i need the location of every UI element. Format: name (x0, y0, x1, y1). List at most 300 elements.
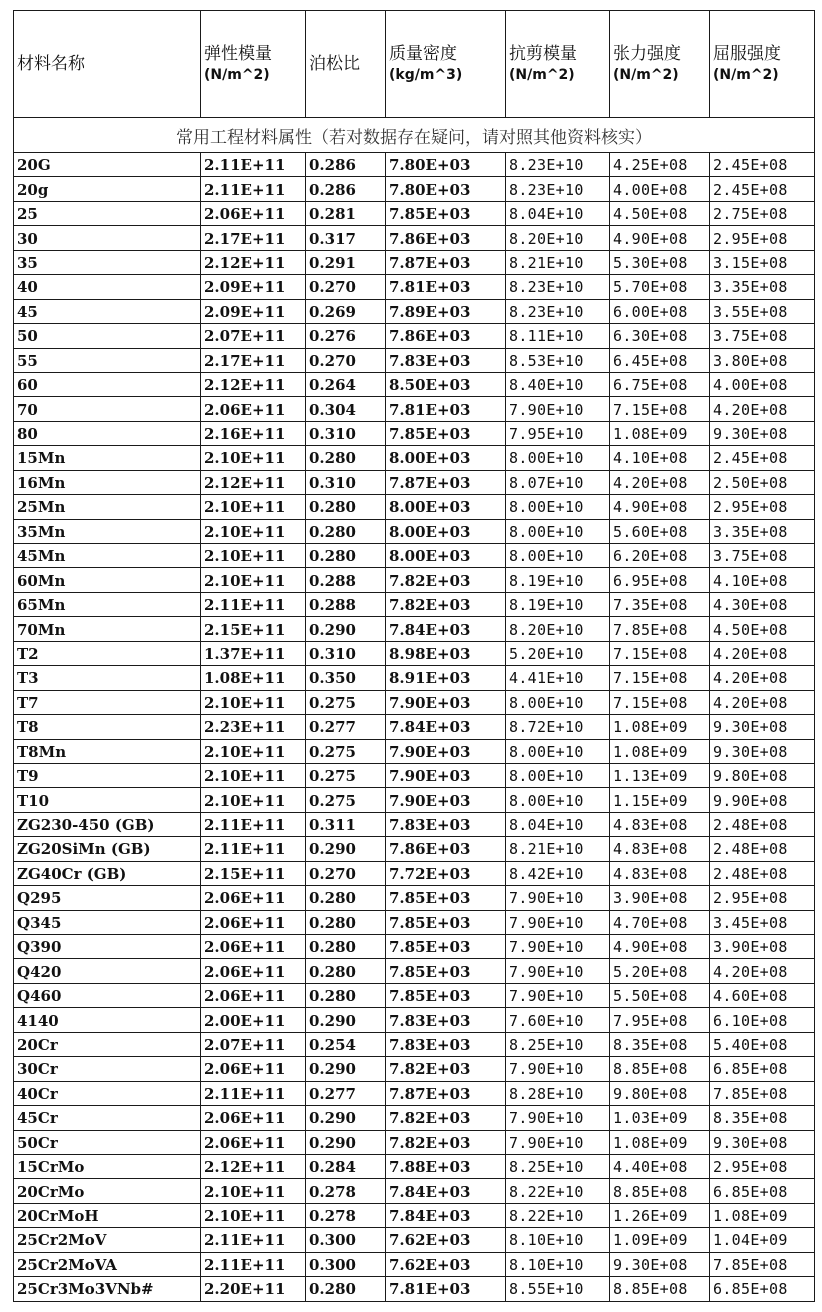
cell-elastic-modulus: 2.11E+11 (201, 1228, 306, 1252)
cell-tensile-strength: 4.10E+08 (610, 446, 710, 470)
cell-material-name: 20G (14, 153, 201, 177)
cell-yield-strength: 3.35E+08 (710, 519, 815, 543)
cell-yield-strength: 3.55E+08 (710, 299, 815, 323)
table-row (14, 568, 815, 592)
table-row (14, 1203, 815, 1227)
cell-material-name: 60 (14, 372, 201, 396)
cell-tensile-strength: 4.83E+08 (610, 812, 710, 836)
table-row (14, 1154, 815, 1178)
cell-elastic-modulus: 2.10E+11 (201, 788, 306, 812)
cell-shear-modulus: 8.72E+10 (506, 715, 610, 739)
cell-material-name: 25Cr2MoVA (14, 1252, 201, 1276)
cell-poisson-ratio: 0.280 (306, 1277, 386, 1301)
cell-yield-strength: 4.20E+08 (710, 397, 815, 421)
table-row (14, 1032, 815, 1056)
table-row (14, 837, 815, 861)
cell-material-name: T7 (14, 690, 201, 714)
header-row (14, 11, 815, 118)
cell-mass-density: 7.62E+03 (386, 1252, 506, 1276)
cell-shear-modulus: 7.60E+10 (506, 1008, 610, 1032)
cell-tensile-strength: 1.15E+09 (610, 788, 710, 812)
header-label: 泊松比 (309, 54, 360, 74)
cell-shear-modulus: 7.90E+10 (506, 397, 610, 421)
header-unit: (N/m^2) (713, 67, 779, 83)
cell-tensile-strength: 6.95E+08 (610, 568, 710, 592)
cell-elastic-modulus: 2.06E+11 (201, 1057, 306, 1081)
cell-tensile-strength: 6.00E+08 (610, 299, 710, 323)
cell-material-name: Q460 (14, 983, 201, 1007)
cell-tensile-strength: 7.95E+08 (610, 1008, 710, 1032)
cell-yield-strength: 9.80E+08 (710, 763, 815, 787)
cell-poisson-ratio: 0.286 (306, 153, 386, 177)
cell-poisson-ratio: 0.254 (306, 1032, 386, 1056)
cell-shear-modulus: 7.95E+10 (506, 421, 610, 445)
cell-yield-strength: 2.50E+08 (710, 470, 815, 494)
cell-poisson-ratio: 0.290 (306, 1130, 386, 1154)
cell-poisson-ratio: 0.270 (306, 348, 386, 372)
cell-elastic-modulus: 2.11E+11 (201, 1081, 306, 1105)
cell-mass-density: 8.50E+03 (386, 372, 506, 396)
cell-mass-density: 7.83E+03 (386, 1008, 506, 1032)
cell-mass-density: 7.86E+03 (386, 226, 506, 250)
table-row (14, 153, 815, 177)
cell-mass-density: 7.81E+03 (386, 275, 506, 299)
cell-mass-density: 7.72E+03 (386, 861, 506, 885)
cell-elastic-modulus: 2.12E+11 (201, 250, 306, 274)
cell-mass-density: 7.62E+03 (386, 1228, 506, 1252)
cell-elastic-modulus: 2.10E+11 (201, 1179, 306, 1203)
header-unit: (N/m^2) (204, 67, 270, 83)
cell-tensile-strength: 5.70E+08 (610, 275, 710, 299)
cell-shear-modulus: 8.21E+10 (506, 837, 610, 861)
cell-shear-modulus: 8.53E+10 (506, 348, 610, 372)
cell-material-name: 45Cr (14, 1106, 201, 1130)
cell-tensile-strength: 3.90E+08 (610, 886, 710, 910)
cell-poisson-ratio: 0.269 (306, 299, 386, 323)
cell-tensile-strength: 4.90E+08 (610, 935, 710, 959)
cell-material-name: 40 (14, 275, 201, 299)
col-header-material-name (14, 11, 201, 118)
cell-mass-density: 7.84E+03 (386, 715, 506, 739)
cell-material-name: 35Mn (14, 519, 201, 543)
cell-mass-density: 8.00E+03 (386, 495, 506, 519)
note-row (14, 118, 815, 153)
cell-tensile-strength: 8.85E+08 (610, 1277, 710, 1301)
col-header-shear-modulus (506, 11, 610, 118)
cell-tensile-strength: 4.90E+08 (610, 226, 710, 250)
cell-mass-density: 7.84E+03 (386, 617, 506, 641)
cell-poisson-ratio: 0.311 (306, 812, 386, 836)
cell-yield-strength: 9.30E+08 (710, 715, 815, 739)
cell-shear-modulus: 8.00E+10 (506, 690, 610, 714)
cell-elastic-modulus: 2.10E+11 (201, 763, 306, 787)
cell-mass-density: 8.00E+03 (386, 446, 506, 470)
cell-yield-strength: 4.20E+08 (710, 666, 815, 690)
cell-material-name: ZG40Cr (GB) (14, 861, 201, 885)
cell-yield-strength: 1.04E+09 (710, 1228, 815, 1252)
cell-tensile-strength: 4.83E+08 (610, 861, 710, 885)
cell-tensile-strength: 7.35E+08 (610, 592, 710, 616)
cell-tensile-strength: 1.08E+09 (610, 715, 710, 739)
cell-poisson-ratio: 0.286 (306, 177, 386, 201)
cell-poisson-ratio: 0.275 (306, 788, 386, 812)
cell-mass-density: 7.88E+03 (386, 1154, 506, 1178)
table-row (14, 690, 815, 714)
cell-shear-modulus: 8.10E+10 (506, 1228, 610, 1252)
cell-yield-strength: 1.08E+09 (710, 1203, 815, 1227)
cell-mass-density: 7.86E+03 (386, 324, 506, 348)
cell-poisson-ratio: 0.290 (306, 837, 386, 861)
cell-shear-modulus: 8.20E+10 (506, 617, 610, 641)
cell-yield-strength: 2.45E+08 (710, 153, 815, 177)
cell-mass-density: 7.89E+03 (386, 299, 506, 323)
cell-yield-strength: 2.45E+08 (710, 446, 815, 470)
header-label: 材料名称 (17, 54, 85, 74)
cell-shear-modulus: 8.00E+10 (506, 495, 610, 519)
cell-mass-density: 8.98E+03 (386, 641, 506, 665)
cell-mass-density: 8.00E+03 (386, 519, 506, 543)
cell-material-name: 35 (14, 250, 201, 274)
cell-elastic-modulus: 2.06E+11 (201, 886, 306, 910)
cell-shear-modulus: 7.90E+10 (506, 983, 610, 1007)
cell-shear-modulus: 8.00E+10 (506, 544, 610, 568)
cell-elastic-modulus: 2.12E+11 (201, 470, 306, 494)
cell-material-name: 50Cr (14, 1130, 201, 1154)
cell-yield-strength: 4.20E+08 (710, 690, 815, 714)
cell-elastic-modulus: 2.17E+11 (201, 348, 306, 372)
cell-mass-density: 7.85E+03 (386, 886, 506, 910)
cell-shear-modulus: 8.23E+10 (506, 275, 610, 299)
cell-yield-strength: 7.85E+08 (710, 1252, 815, 1276)
cell-shear-modulus: 8.04E+10 (506, 201, 610, 225)
cell-elastic-modulus: 2.10E+11 (201, 495, 306, 519)
table-row (14, 226, 815, 250)
cell-yield-strength: 2.95E+08 (710, 1154, 815, 1178)
cell-mass-density: 7.87E+03 (386, 470, 506, 494)
cell-shear-modulus: 8.20E+10 (506, 226, 610, 250)
table-row (14, 348, 815, 372)
cell-poisson-ratio: 0.277 (306, 1081, 386, 1105)
cell-material-name: 25 (14, 201, 201, 225)
cell-tensile-strength: 4.70E+08 (610, 910, 710, 934)
cell-mass-density: 7.85E+03 (386, 421, 506, 445)
cell-tensile-strength: 1.03E+09 (610, 1106, 710, 1130)
cell-material-name: 80 (14, 421, 201, 445)
cell-poisson-ratio: 0.304 (306, 397, 386, 421)
cell-yield-strength: 4.20E+08 (710, 959, 815, 983)
cell-tensile-strength: 4.20E+08 (610, 470, 710, 494)
table-row (14, 544, 815, 568)
cell-material-name: ZG230-450 (GB) (14, 812, 201, 836)
cell-elastic-modulus: 2.16E+11 (201, 421, 306, 445)
cell-mass-density: 7.82E+03 (386, 568, 506, 592)
table-row (14, 812, 815, 836)
cell-elastic-modulus: 2.12E+11 (201, 1154, 306, 1178)
cell-yield-strength: 3.90E+08 (710, 935, 815, 959)
cell-material-name: 60Mn (14, 568, 201, 592)
cell-poisson-ratio: 0.280 (306, 959, 386, 983)
cell-material-name: 30Cr (14, 1057, 201, 1081)
cell-tensile-strength: 5.50E+08 (610, 983, 710, 1007)
cell-poisson-ratio: 0.290 (306, 1106, 386, 1130)
cell-tensile-strength: 6.30E+08 (610, 324, 710, 348)
cell-elastic-modulus: 2.11E+11 (201, 1252, 306, 1276)
cell-elastic-modulus: 2.11E+11 (201, 177, 306, 201)
cell-yield-strength: 6.85E+08 (710, 1179, 815, 1203)
table-row (14, 592, 815, 616)
cell-shear-modulus: 8.10E+10 (506, 1252, 610, 1276)
cell-mass-density: 7.83E+03 (386, 1032, 506, 1056)
cell-poisson-ratio: 0.275 (306, 739, 386, 763)
cell-shear-modulus: 8.23E+10 (506, 153, 610, 177)
table-row (14, 470, 815, 494)
cell-tensile-strength: 8.85E+08 (610, 1179, 710, 1203)
cell-mass-density: 7.90E+03 (386, 690, 506, 714)
cell-mass-density: 7.80E+03 (386, 153, 506, 177)
col-header-elastic-modulus (201, 11, 306, 118)
cell-shear-modulus: 7.90E+10 (506, 1106, 610, 1130)
cell-tensile-strength: 4.90E+08 (610, 495, 710, 519)
table-row (14, 910, 815, 934)
cell-yield-strength: 2.45E+08 (710, 177, 815, 201)
cell-yield-strength: 4.10E+08 (710, 568, 815, 592)
cell-material-name: Q390 (14, 935, 201, 959)
cell-poisson-ratio: 0.270 (306, 861, 386, 885)
cell-tensile-strength: 1.08E+09 (610, 421, 710, 445)
cell-tensile-strength: 5.20E+08 (610, 959, 710, 983)
cell-elastic-modulus: 2.10E+11 (201, 1203, 306, 1227)
cell-mass-density: 7.84E+03 (386, 1203, 506, 1227)
cell-elastic-modulus: 2.12E+11 (201, 372, 306, 396)
cell-elastic-modulus: 2.20E+11 (201, 1277, 306, 1301)
cell-poisson-ratio: 0.280 (306, 495, 386, 519)
table-row (14, 886, 815, 910)
cell-yield-strength: 3.45E+08 (710, 910, 815, 934)
cell-poisson-ratio: 0.290 (306, 1057, 386, 1081)
cell-elastic-modulus: 2.06E+11 (201, 397, 306, 421)
cell-mass-density: 7.82E+03 (386, 1106, 506, 1130)
cell-material-name: 15CrMo (14, 1154, 201, 1178)
cell-mass-density: 7.90E+03 (386, 763, 506, 787)
cell-yield-strength: 2.48E+08 (710, 812, 815, 836)
cell-mass-density: 7.90E+03 (386, 788, 506, 812)
cell-poisson-ratio: 0.280 (306, 519, 386, 543)
table-row (14, 983, 815, 1007)
cell-shear-modulus: 8.23E+10 (506, 177, 610, 201)
col-header-tensile-strength (610, 11, 710, 118)
table-row (14, 935, 815, 959)
cell-material-name: 40Cr (14, 1081, 201, 1105)
cell-tensile-strength: 4.83E+08 (610, 837, 710, 861)
cell-elastic-modulus: 1.37E+11 (201, 641, 306, 665)
table-row (14, 372, 815, 396)
cell-material-name: 50 (14, 324, 201, 348)
header-unit: (kg/m^3) (389, 67, 463, 83)
cell-mass-density: 7.80E+03 (386, 177, 506, 201)
cell-poisson-ratio: 0.350 (306, 666, 386, 690)
cell-material-name: 70Mn (14, 617, 201, 641)
cell-tensile-strength: 6.20E+08 (610, 544, 710, 568)
cell-yield-strength: 5.40E+08 (710, 1032, 815, 1056)
table-row (14, 739, 815, 763)
cell-yield-strength: 4.50E+08 (710, 617, 815, 641)
header-unit: (N/m^2) (509, 67, 575, 83)
cell-yield-strength: 2.95E+08 (710, 886, 815, 910)
cell-mass-density: 7.81E+03 (386, 1277, 506, 1301)
table-row (14, 788, 815, 812)
cell-tensile-strength: 6.75E+08 (610, 372, 710, 396)
cell-tensile-strength: 1.09E+09 (610, 1228, 710, 1252)
cell-material-name: 15Mn (14, 446, 201, 470)
cell-material-name: 30 (14, 226, 201, 250)
cell-mass-density: 7.82E+03 (386, 592, 506, 616)
cell-tensile-strength: 5.60E+08 (610, 519, 710, 543)
cell-shear-modulus: 8.23E+10 (506, 299, 610, 323)
cell-mass-density: 7.82E+03 (386, 1057, 506, 1081)
cell-yield-strength: 6.85E+08 (710, 1057, 815, 1081)
cell-poisson-ratio: 0.317 (306, 226, 386, 250)
cell-material-name: T2 (14, 641, 201, 665)
cell-elastic-modulus: 2.06E+11 (201, 935, 306, 959)
header-label: 屈服强度 (713, 44, 781, 64)
cell-shear-modulus: 8.00E+10 (506, 519, 610, 543)
cell-shear-modulus: 8.22E+10 (506, 1203, 610, 1227)
cell-elastic-modulus: 2.11E+11 (201, 837, 306, 861)
header-label: 抗剪模量 (509, 44, 577, 64)
cell-material-name: 45 (14, 299, 201, 323)
cell-elastic-modulus: 2.10E+11 (201, 544, 306, 568)
cell-shear-modulus: 7.90E+10 (506, 959, 610, 983)
cell-yield-strength: 7.85E+08 (710, 1081, 815, 1105)
cell-tensile-strength: 7.15E+08 (610, 690, 710, 714)
cell-tensile-strength: 4.25E+08 (610, 153, 710, 177)
cell-elastic-modulus: 2.06E+11 (201, 910, 306, 934)
cell-poisson-ratio: 0.277 (306, 715, 386, 739)
cell-mass-density: 7.87E+03 (386, 1081, 506, 1105)
cell-tensile-strength: 9.80E+08 (610, 1081, 710, 1105)
cell-material-name: 20CrMo (14, 1179, 201, 1203)
cell-poisson-ratio: 0.280 (306, 544, 386, 568)
cell-shear-modulus: 8.55E+10 (506, 1277, 610, 1301)
cell-material-name: 25Cr3Mo3VNb# (14, 1277, 201, 1301)
table-row (14, 299, 815, 323)
table-row (14, 666, 815, 690)
cell-tensile-strength: 5.30E+08 (610, 250, 710, 274)
cell-mass-density: 7.81E+03 (386, 397, 506, 421)
cell-tensile-strength: 7.85E+08 (610, 617, 710, 641)
cell-yield-strength: 4.00E+08 (710, 372, 815, 396)
cell-elastic-modulus: 2.15E+11 (201, 861, 306, 885)
cell-mass-density: 7.85E+03 (386, 201, 506, 225)
cell-poisson-ratio: 0.278 (306, 1179, 386, 1203)
cell-tensile-strength: 7.15E+08 (610, 666, 710, 690)
table-row (14, 617, 815, 641)
table-row (14, 177, 815, 201)
table-row (14, 1130, 815, 1154)
table-row (14, 715, 815, 739)
table-row (14, 1008, 815, 1032)
cell-yield-strength: 9.30E+08 (710, 1130, 815, 1154)
cell-yield-strength: 3.80E+08 (710, 348, 815, 372)
cell-poisson-ratio: 0.290 (306, 1008, 386, 1032)
header-label: 弹性模量 (204, 44, 272, 64)
cell-material-name: 20g (14, 177, 201, 201)
cell-shear-modulus: 7.90E+10 (506, 935, 610, 959)
cell-tensile-strength: 1.13E+09 (610, 763, 710, 787)
table-row (14, 1057, 815, 1081)
cell-shear-modulus: 8.00E+10 (506, 446, 610, 470)
table-row (14, 641, 815, 665)
cell-tensile-strength: 1.08E+09 (610, 1130, 710, 1154)
col-header-mass-density (386, 11, 506, 118)
cell-poisson-ratio: 0.264 (306, 372, 386, 396)
cell-elastic-modulus: 2.15E+11 (201, 617, 306, 641)
cell-material-name: 65Mn (14, 592, 201, 616)
cell-shear-modulus: 8.19E+10 (506, 568, 610, 592)
table-row (14, 1179, 815, 1203)
header-unit: (N/m^2) (613, 67, 679, 83)
cell-poisson-ratio: 0.280 (306, 983, 386, 1007)
cell-poisson-ratio: 0.284 (306, 1154, 386, 1178)
table-row (14, 1081, 815, 1105)
cell-shear-modulus: 8.28E+10 (506, 1081, 610, 1105)
cell-shear-modulus: 8.07E+10 (506, 470, 610, 494)
table-row (14, 250, 815, 274)
cell-yield-strength: 4.20E+08 (710, 641, 815, 665)
table-row (14, 421, 815, 445)
cell-mass-density: 7.87E+03 (386, 250, 506, 274)
cell-tensile-strength: 9.30E+08 (610, 1252, 710, 1276)
cell-shear-modulus: 7.90E+10 (506, 910, 610, 934)
cell-elastic-modulus: 2.07E+11 (201, 1032, 306, 1056)
cell-poisson-ratio: 0.310 (306, 470, 386, 494)
cell-mass-density: 7.85E+03 (386, 959, 506, 983)
cell-shear-modulus: 4.41E+10 (506, 666, 610, 690)
cell-poisson-ratio: 0.300 (306, 1252, 386, 1276)
cell-yield-strength: 4.30E+08 (710, 592, 815, 616)
cell-mass-density: 7.83E+03 (386, 812, 506, 836)
table-row (14, 1277, 815, 1301)
cell-material-name: Q420 (14, 959, 201, 983)
table-row (14, 495, 815, 519)
cell-poisson-ratio: 0.280 (306, 446, 386, 470)
cell-material-name: 20CrMoH (14, 1203, 201, 1227)
cell-tensile-strength: 4.40E+08 (610, 1154, 710, 1178)
cell-yield-strength: 4.60E+08 (710, 983, 815, 1007)
cell-yield-strength: 2.48E+08 (710, 861, 815, 885)
cell-yield-strength: 3.75E+08 (710, 544, 815, 568)
cell-material-name: 16Mn (14, 470, 201, 494)
cell-poisson-ratio: 0.300 (306, 1228, 386, 1252)
cell-yield-strength: 3.75E+08 (710, 324, 815, 348)
cell-tensile-strength: 7.15E+08 (610, 641, 710, 665)
cell-shear-modulus: 8.42E+10 (506, 861, 610, 885)
table-row (14, 275, 815, 299)
cell-poisson-ratio: 0.280 (306, 935, 386, 959)
cell-elastic-modulus: 2.10E+11 (201, 446, 306, 470)
cell-elastic-modulus: 2.11E+11 (201, 153, 306, 177)
cell-material-name: T8Mn (14, 739, 201, 763)
cell-yield-strength: 6.85E+08 (710, 1277, 815, 1301)
cell-mass-density: 7.85E+03 (386, 910, 506, 934)
table-row (14, 1228, 815, 1252)
header-label: 张力强度 (613, 44, 681, 64)
table-row (14, 519, 815, 543)
table-row (14, 201, 815, 225)
cell-yield-strength: 3.35E+08 (710, 275, 815, 299)
cell-elastic-modulus: 1.08E+11 (201, 666, 306, 690)
cell-elastic-modulus: 2.10E+11 (201, 690, 306, 714)
